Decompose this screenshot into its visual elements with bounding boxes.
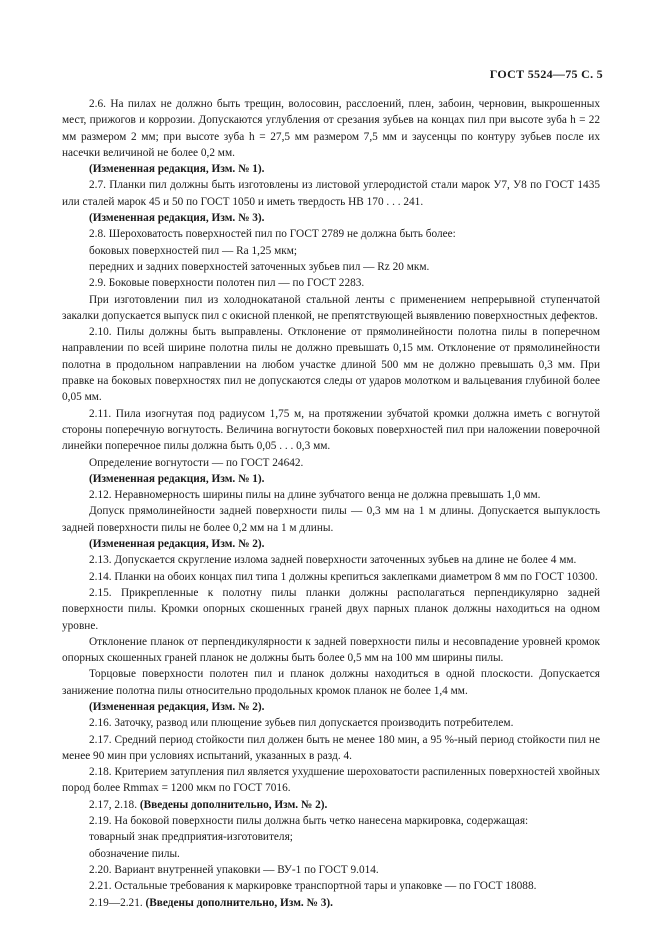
clause-paragraph: Определение вогнутости — по ГОСТ 24642.	[89, 456, 304, 469]
amendment-note-text: (Введены дополнительно, Изм. № 3).	[145, 896, 333, 909]
clause-paragraph: 2.17. Средний период стойкости пил должен быть не менее 180 мин, а 95 %-ный период стойкости пил не менее 90 мин при условиях испытаний, указанных в разд. 4.	[62, 733, 600, 762]
clause-paragraph: Отклонение планок от перпендикулярности к задней поверхности пилы и несовпадение уровней кромок опорных скошенных граней планок не должны быть более 0,5 мм на 100 мм ширины пилы.	[62, 635, 600, 665]
clause-paragraph: 2.20. Вариант внутренней упаковки — ВУ-1 по ГОСТ 9.014.	[89, 863, 379, 876]
document-body	[62, 96, 600, 911]
clause-range: 2.17, 2.18.	[89, 798, 140, 811]
clause-paragraph: 2.15. Прикрепленные к полотну пилы планки должны располагаться перпендикулярно задней поверхности пилы. Кромки опорных скошенных граней двух парных планок должны находиться на одном уровне.	[62, 586, 600, 632]
clause-paragraph: При изготовлении пил из холоднокатаной стальной ленты с применением непрерывной ступенчатой закалки допускается выпуск пил с окисной пленкой, не препятствующей выявлению поверхностных дефектов.	[62, 293, 600, 322]
clause-paragraph: 2.7. Планки пил должны быть изготовлены из листовой углеродистой стали марок У7, У8 по ГОСТ 1435 или сталей марок 45 и 50 по ГОСТ 1050 и иметь твердость НВ 170 . . . 241.	[62, 179, 600, 208]
amendment-note: (Измененная редакция, Изм. № 3).	[89, 212, 265, 225]
amendment-note: (Измененная редакция, Изм. № 1).	[89, 163, 265, 176]
clause-paragraph: 2.11. Пила изогнутая под радиусом 1,75 м, на протяжении зубчатой кромки должна иметь с вогнутой стороны поперечную вогнутость. Величина вогнутости боковых поверхностей пил при наложении поверочной линейки поперечное пилы должна быть 0,05 . . . 0,3 мм.	[62, 407, 600, 453]
clause-paragraph: 2.16. Заточку, развод или плющение зубьев пил допускается производить потребителем.	[89, 717, 514, 730]
clause-paragraph: Допуск прямолинейности задней поверхности пилы — 0,3 мм на 1 м длины. Допускается выпуклость задней поверхности пилы не более 0,2 мм на 1 м длины.	[62, 505, 600, 534]
clause-paragraph: 2.9. Боковые поверхности полотен пил — по ГОСТ 2283.	[89, 277, 365, 290]
page-header: ГОСТ 5524—75 С. 5	[489, 67, 603, 81]
clause-paragraph: 2.18. Критерием затупления пил является ухудшение шероховатости распиленных поверхностей хвойных пород более Rmmax = 1200 мкм по ГОСТ 7016.	[62, 766, 600, 795]
clause-range: 2.19—2.21.	[89, 896, 146, 909]
clause-paragraph: 2.8. Шероховатость поверхностей пил по ГОСТ 2789 не должна быть более:	[89, 228, 456, 241]
amendment-note: (Измененная редакция, Изм. № 1).	[89, 472, 265, 485]
amendment-note: (Измененная редакция, Изм. № 2).	[89, 700, 265, 713]
list-line: передних и задних поверхностей заточенных зубьев пил — Rz 20 мкм.	[89, 260, 430, 273]
amendment-note	[62, 895, 600, 911]
list-line: товарный знак предприятия-изготовителя;	[89, 831, 293, 844]
clause-paragraph: 2.13. Допускается скругление излома задней поверхности заточенных зубьев на длине не более 4 мм.	[89, 554, 577, 567]
list-line: обозначение пилы.	[89, 847, 180, 860]
clause-paragraph: 2.12. Неравномерность ширины пилы на длине зубчатого венца не должна превышать 1,0 мм.	[89, 489, 541, 502]
amendment-note	[62, 797, 600, 813]
amendment-note-text: (Введены дополнительно, Изм. № 2).	[139, 798, 328, 811]
clause-paragraph: 2.14. Планки на обоих концах пил типа 1 должны крепиться заклепками диаметром 8 мм по ГОСТ 10300.	[89, 570, 598, 583]
clause-paragraph: 2.10. Пилы должны быть выправлены. Отклонение от прямолинейности полотна пилы в поперечном направлении по всей ширине полотна пилы не должно превышать 0,15 мм. Отклонение от прямолинейности полотна в продольном направлении на любом участке длиной 500 мм не должно превышать 0,3 мм. При правке на боковых поверхностях пил не допускаются следы от ударов молотком и вальцевания глубиной более 0,05 мм.	[62, 326, 600, 404]
clause-paragraph: 2.21. Остальные требования к маркировке транспортной тары и упаковке — по ГОСТ 18088.	[89, 880, 537, 893]
clause-paragraph: 2.19. На боковой поверхности пилы должна быть четко нанесена маркировка, содержащая:	[89, 815, 529, 828]
amendment-note: (Измененная редакция, Изм. № 2).	[89, 538, 265, 551]
list-line: боковых поверхностей пил — Ra 1,25 мкм;	[89, 244, 298, 257]
clause-paragraph: 2.6. На пилах не должно быть трещин, волосовин, расслоений, плен, забоин, черновин, выкрошенных мест, прижогов и коррозии. Допускаются углубления от срезания зубьев на концах пил при высоте зуба h = 22 мм размером 2 мм; при высоте зуба h = 27,5 мм размером 7,5 мм и заусенцы по контуру зубьев после их насечки величиной не более 0,2 мм.	[62, 98, 600, 159]
clause-paragraph: Торцовые поверхности полотен пил и планок должны находиться в одной плоскости. Допускается занижение полотна пилы относительно продольных кромок планок не более 1,4 мм.	[62, 668, 600, 697]
